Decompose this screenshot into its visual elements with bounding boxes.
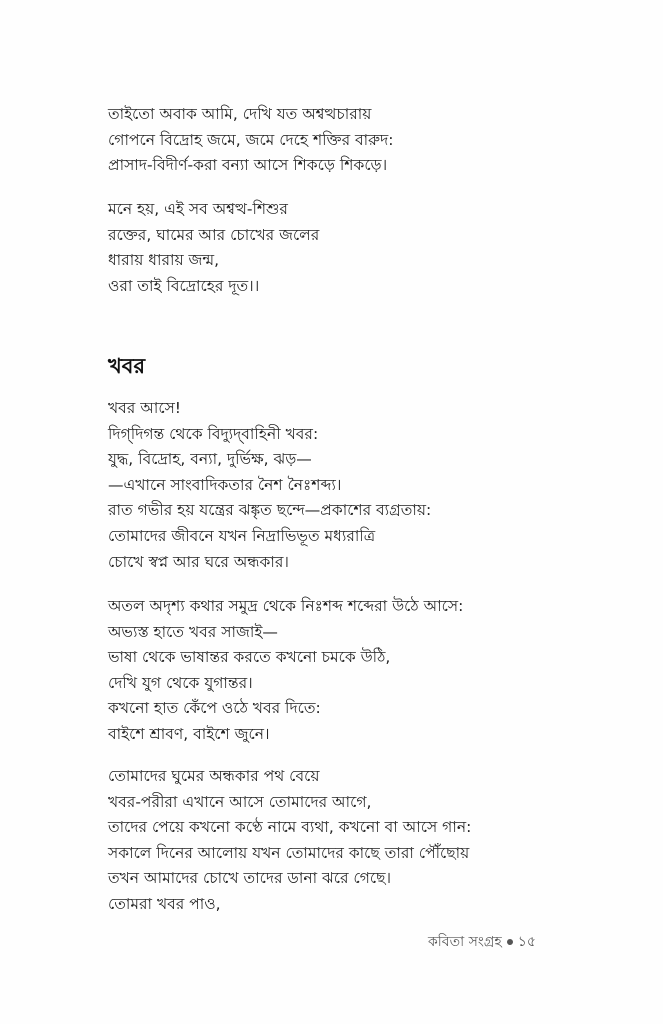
stanza-3 <box>108 764 471 918</box>
poem-line: খবর-পরীরা এখানে আসে তোমাদের আগে, <box>108 792 372 811</box>
stanza-1 <box>108 396 431 575</box>
poem-line: দিগ্‌দিগন্ত থেকে বিদ্যুদ্‌বাহিনী খবর: <box>108 424 319 443</box>
page-footer <box>428 930 536 954</box>
poem-line: —এখানে সাংবাদিকতার নৈশ নৈঃশব্দ্য। <box>108 475 342 494</box>
poem-line: অতল অদৃশ্য কথার সমুদ্র থেকে নিঃশব্দ শব্দেরা উঠে আসে: <box>108 597 464 615</box>
stanza-2 <box>108 594 463 748</box>
poem-line: চোখে স্বপ্ন আর ঘরে অন্ধকার। <box>108 552 289 571</box>
poem-line: রক্তের, ঘামের আর চোখের জলের <box>108 225 320 244</box>
stanza-prev-2 <box>108 197 319 299</box>
stanza-prev-1 <box>108 102 393 179</box>
poem-line: তোমাদের জীবনে যখন নিদ্রাভিভূত মধ্যরাত্রি <box>108 526 376 545</box>
poem-line: তখন আমাদের চোখে তাদের ডানা ঝরে গেছে। <box>108 869 392 888</box>
poem-line: ধারায় ধারায় জন্ম, <box>108 251 220 270</box>
poem-line: গোপনে বিদ্রোহ জমে, জমে দেহে শক্তির বারুদ: <box>108 130 394 149</box>
page-number: ১৫ <box>517 934 536 950</box>
poem-line: ওরা তাই বিদ্রোহের দূত।। <box>108 276 260 295</box>
poem-line: দেখি যুগ থেকে যুগান্তর। <box>108 673 253 692</box>
poem-line: তাইতো অবাক আমি, দেখি যত অশ্বত্থচারায় <box>108 105 372 123</box>
poem-line: বাইশে শ্রাবণ, বাইশে জুনে। <box>108 724 270 743</box>
poem-line: অভ্যস্ত হাতে খবর সাজাই— <box>108 622 278 641</box>
poem-line: রাত গভীর হয় যন্ত্রের ঝঙ্কৃত ছন্দে—প্রকাশের ব্যগ্রতায়: <box>108 501 432 520</box>
poem-line: তোমরা খবর পাও, <box>108 894 221 913</box>
poem-line: সকালে দিনের আলোয় যখন তোমাদের কাছে তারা পৌঁছোয় <box>108 843 470 862</box>
poem-title: খবর <box>108 354 146 378</box>
poem-line: খবর আসে! <box>108 399 182 417</box>
poem-line: তাদের পেয়ে কখনো কণ্ঠে নামে ব্যথা, কখনো বা আসে গান: <box>108 818 472 837</box>
poem-line: তোমাদের ঘুমের অন্ধকার পথ বেয়ে <box>108 767 320 785</box>
bullet-separator-icon <box>507 939 513 945</box>
book-title: কবিতা সংগ্রহ <box>428 934 502 950</box>
poem-line: প্রাসাদ-বিদীর্ণ-করা বন্যা আসে শিকড়ে শিকড়ে। <box>108 156 388 175</box>
poem-line: যুদ্ধ, বিদ্রোহ, বন্যা, দুর্ভিক্ষ, ঝড়— <box>108 450 312 469</box>
poem-line: মনে হয়, এই সব অশ্বত্থ-শিশুর <box>108 200 288 218</box>
poem-line: ভাষা থেকে ভাষান্তর করতে কখনো চমকে উঠি, <box>108 648 391 667</box>
poem-line: কখনো হাত কেঁপে ওঠে খবর দিতে: <box>108 699 321 718</box>
